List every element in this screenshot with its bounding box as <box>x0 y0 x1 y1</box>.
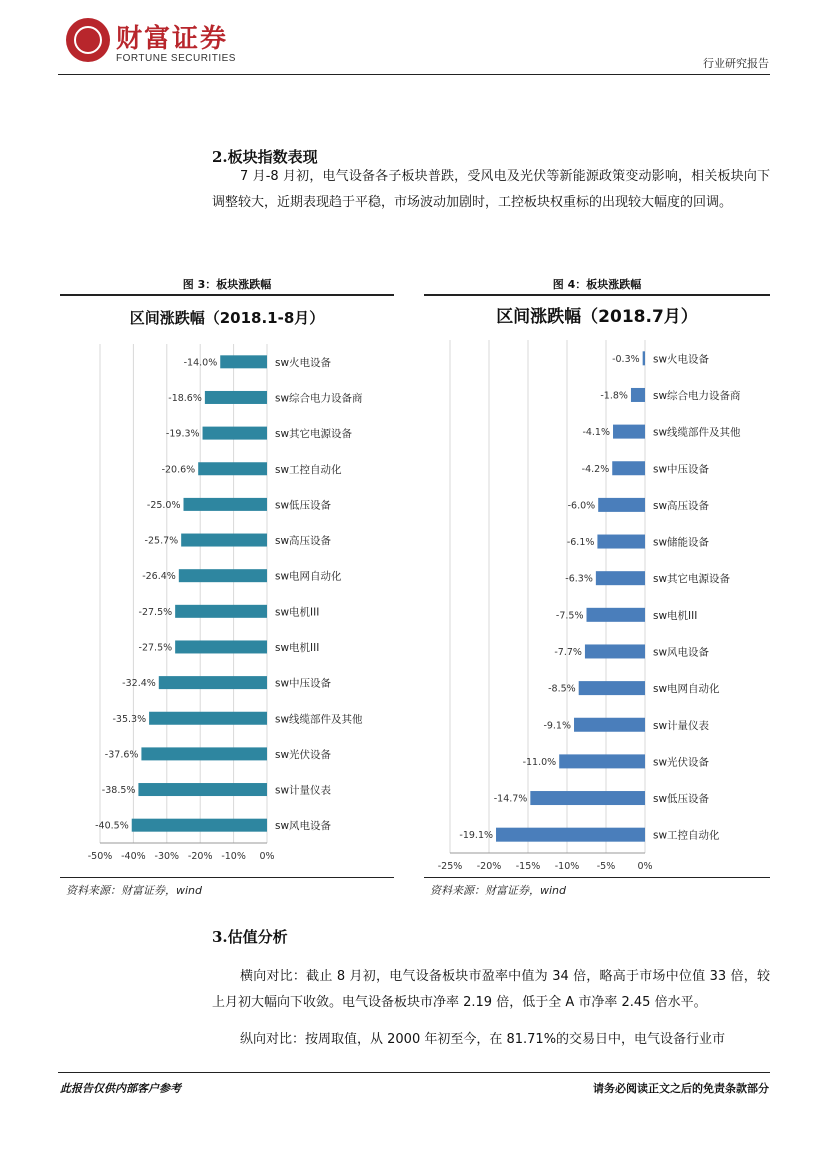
footer-divider <box>58 1072 770 1073</box>
chart-1-tick-label: -30% <box>154 851 180 862</box>
logo-chinese-name: 财富证券 <box>116 24 229 54</box>
chart-2-category-label: sw电网自动化 <box>653 683 720 696</box>
chart-2-title: 区间涨跌幅（2018.7月） <box>496 307 698 327</box>
chart-1-category-label: sw高压设备 <box>275 535 332 548</box>
chart-2-value-label: -6.0% <box>567 500 596 512</box>
section-3-paragraph-1: 横向对比：截止 8 月初，电气设备板块市盈率中值为 34 倍，略高于市场中位值 33 倍，较上月初大幅向下收敛。电气设备板块市净率 2.19 倍，低于全 A 市净率 2.45 倍水平。 <box>212 969 770 1010</box>
chart-2-bar <box>530 791 645 805</box>
chart-2-category-label: sw低压设备 <box>653 793 710 806</box>
chart-1-category-label: sw光伏设备 <box>275 748 332 761</box>
figure-4-caption: 图 4：板块涨跌幅 <box>552 278 642 291</box>
section-2-paragraph: 7 月-8 月初，电气设备各子板块普跌，受风电及光伏等新能源政策变动影响，相关板块向下调整较大，近期表现趋于平稳，市场波动加剧时，工控板块权重标的出现较大幅度的回调。 <box>212 169 770 210</box>
chart-1-category-label: sw电机III <box>275 641 320 654</box>
chart-2-value-label: -11.0% <box>522 756 557 768</box>
chart-2-category-label: sw计量仪表 <box>653 719 710 732</box>
chart-1-value-label: -26.4% <box>142 571 176 583</box>
chart-2-tick-label: -15% <box>515 861 541 872</box>
chart-2-bar <box>643 351 645 365</box>
chart-1-title: 区间涨跌幅（2018.1-8月） <box>129 309 325 327</box>
chart-1-category-label: sw火电设备 <box>275 356 332 369</box>
chart-2-value-label: -1.8% <box>600 390 628 402</box>
chart-2-bar <box>587 608 646 622</box>
chart-2-value-label: -9.1% <box>543 720 572 732</box>
chart-1-category-label: sw低压设备 <box>275 499 332 512</box>
chart-2-category-label: sw其它电源设备 <box>653 573 731 586</box>
chart-1-category-label: sw中压设备 <box>275 677 332 690</box>
section-3-paragraph-2: 纵向对比：按周取值，从 2000 年初至今，在 81.71%的交易日中，电气设备行业市 <box>240 1032 726 1047</box>
chart-2-bar <box>579 681 645 695</box>
chart-2-category-label: sw光伏设备 <box>653 756 710 769</box>
chart-2-category-label: sw高压设备 <box>653 499 710 512</box>
chart-1-value-label: -25.0% <box>146 499 181 511</box>
chart-1-category-label: sw电机III <box>275 606 320 619</box>
chart-1-value-label: -35.3% <box>112 713 147 725</box>
chart-2-value-label: -7.5% <box>555 610 584 622</box>
logo-english-name: FORTUNE SECURITIES <box>116 53 236 64</box>
chart-2-bar <box>596 571 645 585</box>
chart-2-bar <box>598 498 645 512</box>
chart-1-category-label: sw其它电源设备 <box>275 428 353 441</box>
chart-2-value-label: -14.7% <box>493 793 528 805</box>
chart-1-tick-label: -10% <box>221 851 246 862</box>
chart-1-tick-label: -50% <box>87 851 113 862</box>
chart-1-tick-label: -40% <box>121 851 146 862</box>
chart-1-value-label: -19.3% <box>165 428 200 440</box>
figure-3-bottom-rule <box>60 877 394 878</box>
section-3-title: 3.估值分析 <box>212 928 288 946</box>
chart-2-category-label: sw线缆部件及其他 <box>653 426 741 439</box>
chart-2-category-label: sw风电设备 <box>653 646 710 659</box>
figure-3-source: 资料来源：财富证券，wind <box>66 884 203 897</box>
footer-right-note: 请务必阅读正文之后的免责条款部分 <box>593 1082 769 1095</box>
chart-1-category-label: sw线缆部件及其他 <box>275 713 363 726</box>
chart-1-value-label: -27.5% <box>138 606 173 618</box>
chart-2-value-label: -8.5% <box>548 683 576 695</box>
chart-2-bar <box>612 461 645 475</box>
chart-2-value-label: -6.3% <box>565 573 593 585</box>
figure-4-source: 资料来源：财富证券，wind <box>430 884 567 897</box>
chart-1-category-label: sw电网自动化 <box>275 570 342 583</box>
chart-1-tick-label: -20% <box>187 851 213 862</box>
chart-2-category-label: sw工控自动化 <box>653 829 720 842</box>
chart-1-value-label: -38.5% <box>101 785 136 797</box>
chart-2-bar <box>585 644 645 658</box>
chart-2-bar <box>496 828 645 842</box>
chart-2-tick-label: -25% <box>437 861 463 872</box>
chart-1-value-label: -14.0% <box>183 357 218 369</box>
figure-3-caption: 图 3：板块涨跌幅 <box>182 278 272 291</box>
footer-left-note: 此报告仅供内部客户参考 <box>60 1082 181 1095</box>
figure-4-bottom-rule <box>424 877 770 878</box>
chart-2-tick-label: -20% <box>476 861 502 872</box>
chart-2-value-label: -0.3% <box>612 353 640 365</box>
chart-2-category-label: sw中压设备 <box>653 463 710 476</box>
chart-2-category-label: sw综合电力设备商 <box>653 389 741 402</box>
chart-2-value-label: -6.1% <box>566 537 595 549</box>
chart-1-value-label: -37.6% <box>104 749 139 761</box>
chart-1-category-label: sw计量仪表 <box>275 784 332 797</box>
chart-1-category-label: sw风电设备 <box>275 820 332 833</box>
report-type-label: 行业研究报告 <box>703 57 769 70</box>
chart-2-bar <box>613 425 645 439</box>
chart-1-category-label: sw综合电力设备商 <box>275 392 363 405</box>
chart-2-category-label: sw电机III <box>653 609 698 622</box>
chart-2-bar <box>597 535 645 549</box>
chart-2-tick-label: -5% <box>596 861 616 872</box>
section-2-title: 2.板块指数表现 <box>212 148 318 166</box>
chart-2-value-label: -4.1% <box>582 427 611 439</box>
chart-2-tick-label: 0% <box>637 861 653 872</box>
chart-1-tick-label: 0% <box>259 851 275 862</box>
chart-2-value-label: -7.7% <box>554 646 582 658</box>
chart-2-category-label: sw储能设备 <box>653 536 710 549</box>
chart-1-value-label: -40.5% <box>95 820 129 832</box>
chart-1-value-label: -32.4% <box>122 678 156 690</box>
chart-1-value-label: -25.7% <box>144 535 179 547</box>
chart-2-tick-label: -10% <box>554 861 580 872</box>
chart-1-value-label: -18.6% <box>168 392 202 404</box>
chart-2-value-label: -19.1% <box>459 830 494 842</box>
chart-2-value-label: -4.2% <box>581 463 610 475</box>
chart-2-bar <box>631 388 645 402</box>
chart-1-value-label: -27.5% <box>138 642 173 654</box>
chart-1-category-label: sw工控自动化 <box>275 463 342 476</box>
chart-2-category-label: sw火电设备 <box>653 353 710 366</box>
chart-2-bar <box>559 754 645 768</box>
chart-1-value-label: -20.6% <box>161 464 196 476</box>
chart-2-bar <box>574 718 645 732</box>
